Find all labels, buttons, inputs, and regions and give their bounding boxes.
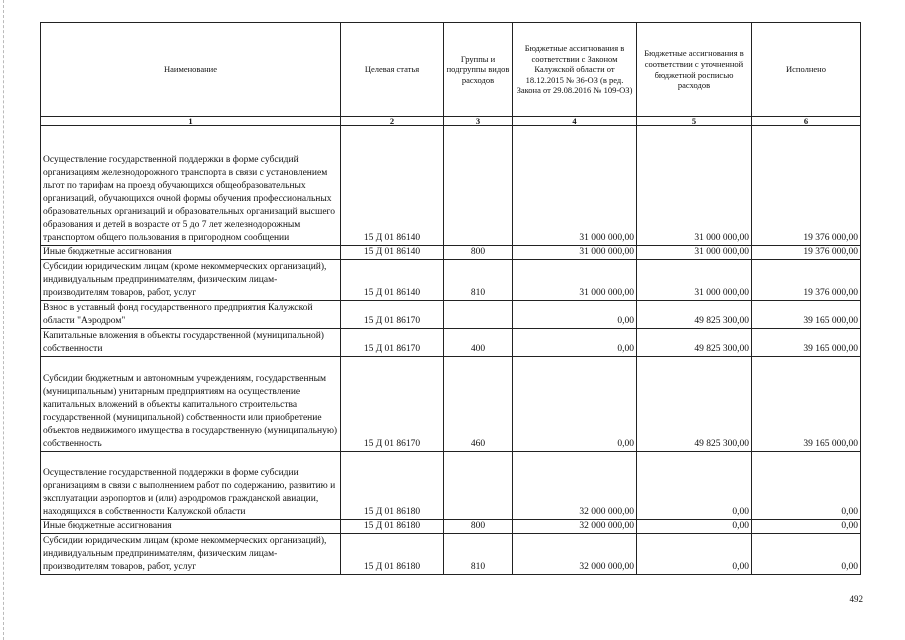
row-law-allocation: 31 000 000,00 [513, 260, 637, 301]
row-expense-group: 810 [444, 260, 513, 301]
row-refined-allocation: 49 825 300,00 [637, 357, 752, 452]
row-target-article: 15 Д 01 86170 [341, 301, 444, 329]
row-refined-allocation: 0,00 [637, 534, 752, 575]
column-number: 4 [513, 117, 637, 126]
row-executed: 19 376 000,00 [752, 126, 861, 246]
row-executed: 39 165 000,00 [752, 301, 861, 329]
table-row [41, 260, 861, 301]
row-name: Иные бюджетные ассигнования [41, 246, 341, 260]
row-expense-group: 800 [444, 246, 513, 260]
header-target-article: Целевая статья [341, 23, 444, 117]
column-number-row [41, 117, 861, 126]
budget-table [40, 22, 861, 575]
row-refined-allocation: 0,00 [637, 520, 752, 534]
row-law-allocation: 31 000 000,00 [513, 126, 637, 246]
binder-margin-line [3, 0, 4, 640]
row-name: Осуществление государственной поддержки в форме субсидий организациям железнодорожного транспорта в связи с установлением льгот по тарифам на проезд обучающихся общеобразовательных организаций, обучающихся очной формы обучения профессиональных образовательных организаций и образовательных организаций высшего образования и детей в возрасте от 5 до 7 лет железнодорожным транспортом общего пользования в пригородном сообщении [41, 126, 341, 246]
row-target-article: 15 Д 01 86140 [341, 246, 444, 260]
row-target-article: 15 Д 01 86180 [341, 452, 444, 520]
table-row [41, 534, 861, 575]
header-refined-allocations: Бюджетные ассигнования в соответствии с уточненной бюджетной росписью расходов [637, 23, 752, 117]
row-name: Капитальные вложения в объекты государственной (муниципальной) собственности [41, 329, 341, 357]
row-expense-group: 460 [444, 357, 513, 452]
column-number: 2 [341, 117, 444, 126]
row-executed: 39 165 000,00 [752, 329, 861, 357]
table-row [41, 452, 861, 520]
row-executed: 39 165 000,00 [752, 357, 861, 452]
row-law-allocation: 0,00 [513, 329, 637, 357]
page-number: 492 [849, 594, 863, 604]
row-target-article: 15 Д 01 86140 [341, 126, 444, 246]
row-refined-allocation: 31 000 000,00 [637, 126, 752, 246]
row-refined-allocation: 31 000 000,00 [637, 246, 752, 260]
header-expense-groups: Группы и подгруппы видов расходов [444, 23, 513, 117]
table-row [41, 329, 861, 357]
table-row [41, 520, 861, 534]
row-name: Иные бюджетные ассигнования [41, 520, 341, 534]
row-law-allocation: 32 000 000,00 [513, 534, 637, 575]
row-refined-allocation: 31 000 000,00 [637, 260, 752, 301]
row-expense-group [444, 301, 513, 329]
row-target-article: 15 Д 01 86180 [341, 534, 444, 575]
row-target-article: 15 Д 01 86140 [341, 260, 444, 301]
table-row [41, 246, 861, 260]
row-law-allocation: 32 000 000,00 [513, 520, 637, 534]
row-refined-allocation: 49 825 300,00 [637, 329, 752, 357]
row-law-allocation: 32 000 000,00 [513, 452, 637, 520]
table-row [41, 301, 861, 329]
row-target-article: 15 Д 01 86170 [341, 357, 444, 452]
row-expense-group [444, 452, 513, 520]
row-executed: 19 376 000,00 [752, 246, 861, 260]
row-expense-group: 800 [444, 520, 513, 534]
row-executed: 0,00 [752, 452, 861, 520]
row-refined-allocation: 49 825 300,00 [637, 301, 752, 329]
row-name: Субсидии бюджетным и автономным учреждениям, государственным (муниципальным) унитарным предприятиям на осуществление капитальных вложений в объекты капитального строительства государственной (муниципальной) собственности или приобретение объектов недвижимого имущества в государственную (муниципальную) собственность [41, 357, 341, 452]
column-number: 5 [637, 117, 752, 126]
row-law-allocation: 31 000 000,00 [513, 246, 637, 260]
row-expense-group [444, 126, 513, 246]
header-row [41, 23, 861, 117]
row-law-allocation: 0,00 [513, 357, 637, 452]
header-executed: Исполнено [752, 23, 861, 117]
row-executed: 19 376 000,00 [752, 260, 861, 301]
document-sheet [40, 22, 860, 575]
header-law-allocations: Бюджетные ассигнования в соответствии с Законом Калужской области от 18.12.2015 № 36-ОЗ (в ред. Закона от 29.08.2016 № 109-ОЗ) [513, 23, 637, 117]
column-number: 1 [41, 117, 341, 126]
row-target-article: 15 Д 01 86170 [341, 329, 444, 357]
row-target-article: 15 Д 01 86180 [341, 520, 444, 534]
row-law-allocation: 0,00 [513, 301, 637, 329]
row-expense-group: 400 [444, 329, 513, 357]
row-executed: 0,00 [752, 520, 861, 534]
row-name: Субсидии юридическим лицам (кроме некоммерческих организаций), индивидуальным предпринимателям, физическим лицам-производителям товаров, работ, услуг [41, 534, 341, 575]
row-name: Взнос в уставный фонд государственного предприятия Калужской области "Аэродром" [41, 301, 341, 329]
row-refined-allocation: 0,00 [637, 452, 752, 520]
header-name: Наименование [41, 23, 341, 117]
row-name: Субсидии юридическим лицам (кроме некоммерческих организаций), индивидуальным предпринимателям, физическим лицам-производителям товаров, работ, услуг [41, 260, 341, 301]
row-expense-group: 810 [444, 534, 513, 575]
table-row [41, 126, 861, 246]
row-executed: 0,00 [752, 534, 861, 575]
row-name: Осуществление государственной поддержки в форме субсидии организациям в связи с выполнением работ по содержанию, развитию и эксплуатации аэропортов и (или) аэродромов гражданской авиации, находящихся в собственности Калужской области [41, 452, 341, 520]
column-number: 3 [444, 117, 513, 126]
table-row [41, 357, 861, 452]
column-number: 6 [752, 117, 861, 126]
